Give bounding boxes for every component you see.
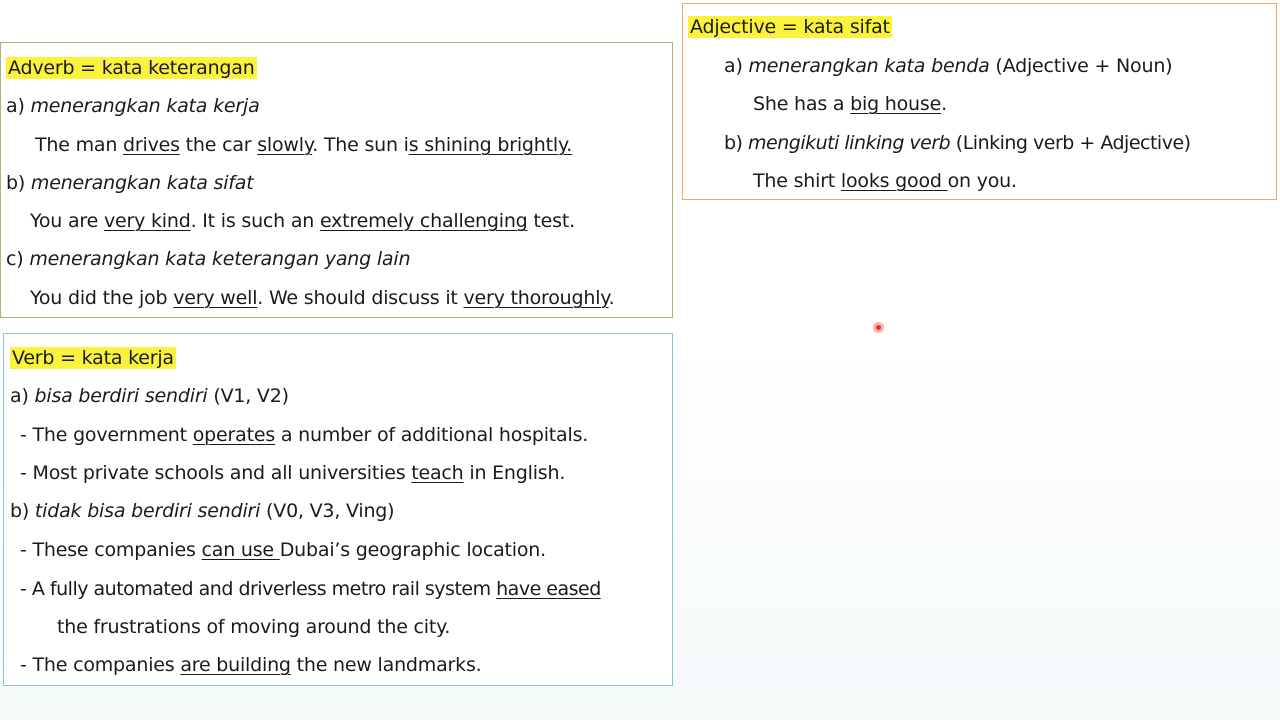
adverb-a-example: [35, 132, 572, 158]
verb-b-example-3: [20, 652, 481, 678]
adverb-a-title: menerangkan kata kerja: [30, 95, 260, 117]
adverb-a-ex-1: The man: [35, 134, 124, 156]
adjective-a-ex-2: big house: [850, 93, 942, 115]
verb-heading-line: [10, 345, 176, 371]
adverb-c-ex-5: .: [608, 287, 615, 309]
verb-a-note: (V1, V2): [207, 385, 289, 407]
verb-a-ex1-2: operates: [192, 424, 276, 446]
adjective-b-ex-3: on you.: [947, 170, 1017, 192]
verb-b-ex1-2: can use: [201, 539, 280, 561]
adverb-c-ex-1: You did the job: [30, 287, 174, 309]
adverb-b-marker: b): [6, 172, 31, 194]
adverb-point-b: [6, 170, 253, 196]
adverb-a-ex-2: drives: [123, 134, 180, 156]
adverb-c-ex-2: very well: [173, 287, 258, 309]
verb-a-example-1: [20, 422, 588, 448]
laser-pointer-core: [876, 325, 881, 330]
verb-b-ex3-2: are building: [180, 654, 291, 676]
adverb-b-ex-2: very kind: [103, 210, 191, 232]
adverb-b-ex-1: You are: [30, 210, 104, 232]
adjective-a-note: (Adjective + Noun): [989, 55, 1173, 77]
verb-b-ex2-cont: the frustrations of moving around the city.: [57, 616, 451, 638]
adverb-a-ex-5: . The sun i: [312, 134, 409, 156]
adjective-heading: Adjective = kata sifat: [690, 16, 890, 38]
adjective-point-a: [724, 53, 1172, 79]
adverb-b-ex-4: extremely challenging: [319, 210, 528, 232]
verb-b-ex2-1: - A fully automated and driverless metro rail system: [20, 578, 497, 600]
adverb-point-c: [6, 246, 410, 272]
verb-a-ex1-1: - The government: [20, 424, 193, 446]
laser-pointer-icon: [873, 322, 884, 333]
verb-b-ex2-2: have eased: [496, 578, 601, 600]
adverb-heading: Adverb = kata keterangan: [8, 57, 255, 79]
adjective-b-ex-2: looks good: [840, 170, 948, 192]
verb-a-ex1-3: a number of additional hospitals.: [275, 424, 589, 446]
adjective-b-title: mengikuti linking verb: [748, 132, 951, 154]
verb-b-note: (V0, V3, Ving): [260, 500, 395, 522]
adverb-a-ex-4: slowly: [257, 134, 313, 156]
verb-b-ex3-1: - The companies: [20, 654, 181, 676]
verb-b-ex3-3: the new landmarks.: [290, 654, 482, 676]
adverb-c-title: menerangkan kata keterangan yang lain: [29, 248, 411, 270]
adjective-a-ex-1: She has a: [753, 93, 851, 115]
verb-b-ex1-3: Dubai’s geographic location.: [279, 539, 546, 561]
adjective-a-marker: a): [724, 55, 749, 77]
verb-b-example-1: [20, 537, 546, 563]
adverb-a-ex-6: s shining brightly.: [408, 134, 573, 156]
verb-point-b: [10, 498, 394, 524]
verb-b-ex1-1: - These companies: [20, 539, 202, 561]
verb-a-ex2-2: teach: [411, 462, 464, 484]
verb-a-ex2-3: in English.: [463, 462, 566, 484]
adjective-b-example: [753, 168, 1017, 194]
adverb-b-example: [30, 208, 575, 234]
adverb-b-title: menerangkan kata sifat: [30, 172, 254, 194]
verb-a-ex2-1: - Most private schools and all universities: [20, 462, 412, 484]
adverb-heading-line: [6, 55, 257, 81]
adjective-b-marker: b): [724, 132, 749, 154]
verb-b-marker: b): [10, 500, 35, 522]
adverb-c-ex-4: very thoroughly: [463, 287, 609, 309]
verb-b-example-2-cont: [57, 614, 450, 640]
verb-a-example-2: [20, 460, 565, 486]
adverb-a-ex-3: the car: [179, 134, 258, 156]
adverb-c-example: [30, 285, 614, 311]
adverb-c-marker: c): [6, 248, 30, 270]
verb-b-title: tidak bisa berdiri sendiri: [34, 500, 261, 522]
adverb-b-ex-3: . It is such an: [190, 210, 320, 232]
adverb-c-ex-3: . We should discuss it: [257, 287, 464, 309]
adjective-heading-line: [688, 14, 892, 40]
verb-b-example-2: [20, 576, 601, 602]
verb-heading: Verb = kata kerja: [12, 347, 174, 369]
adjective-a-ex-3: .: [941, 93, 947, 115]
adjective-a-example: [753, 91, 947, 117]
adjective-a-title: menerangkan kata benda: [748, 55, 990, 77]
adjective-b-ex-1: The shirt: [753, 170, 841, 192]
adjective-point-b: [724, 130, 1191, 156]
adverb-b-ex-5: test.: [527, 210, 575, 232]
adverb-point-a: [6, 93, 260, 119]
verb-a-marker: a): [10, 385, 35, 407]
adjective-b-note: (Linking verb + Adjective): [950, 132, 1191, 154]
verb-point-a: [10, 383, 289, 409]
adverb-a-marker: a): [6, 95, 31, 117]
verb-a-title: bisa berdiri sendiri: [34, 385, 208, 407]
